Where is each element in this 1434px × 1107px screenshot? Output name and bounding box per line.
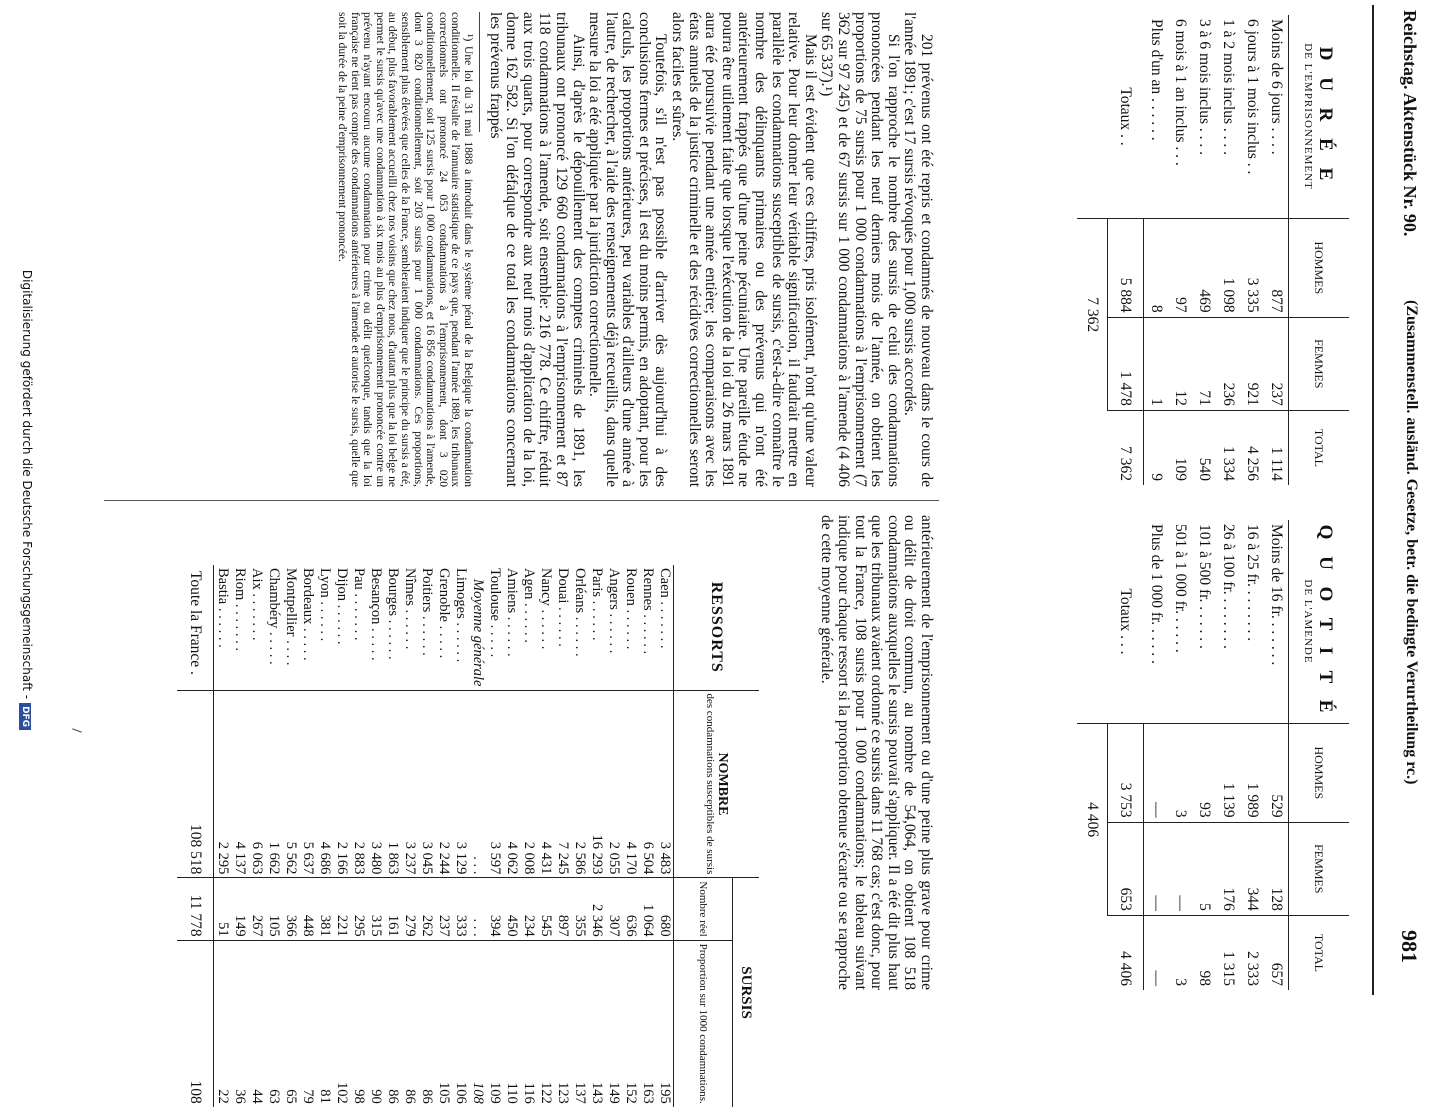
ressort-reel: 279	[401, 878, 418, 940]
ressort-proportion: 79	[299, 940, 316, 1107]
duree-col-femmes: FEMMES	[1289, 317, 1350, 410]
row-label: Plus d'un an . . . . . .	[1144, 15, 1169, 219]
ressorts-col-nombre-sub: des condamnations susceptibles de sursis	[704, 693, 717, 875]
hommes-cell: 1 989	[1244, 782, 1261, 818]
hommes-cell: 93	[1196, 802, 1213, 818]
ressort-nombre: 4 062	[503, 690, 520, 878]
row-label: 1 à 2 mois inclus . . . .	[1216, 15, 1240, 219]
total-cell: 2 333	[1240, 915, 1264, 990]
ressort-row	[265, 565, 282, 1107]
ressort-proportion: 86	[418, 940, 435, 1107]
ressort-proportion: 195	[656, 940, 674, 1107]
stray-mark	[72, 728, 82, 732]
row-label: 26 à 100 fr. . . . . . . .	[1216, 520, 1240, 724]
document-page	[104, 0, 1434, 1104]
ressort-nombre: 1 662	[265, 690, 282, 878]
ressort-name: Pau . . . . . . .	[351, 568, 367, 641]
ressort-reel: 307	[605, 878, 622, 940]
ressort-reel: 315	[367, 878, 384, 940]
ressort-reel: 366	[282, 878, 299, 940]
duree-totaux-hommes: 5 884	[1108, 219, 1144, 318]
ressort-nombre: 2 008	[520, 690, 537, 878]
ressort-name: Rouen . . . . . .	[623, 568, 639, 650]
header-rule	[1372, 5, 1374, 995]
ressorts-table: RESSORTS NOMBRE des condamnations susceptibles de sursis SURSIS Nombre réel Proportion sur 1000 condamnations. Caen . . . . . . . 3 483 680 195 Rennes . . . . . . 6 504 1 064 163 Rouen . . . . . . 4 170 636 152 Angers . . . . . . 2 055 307 149 Paris . . . . . . 16 293 2 346 143 Orléans . . . . . . 2 586 355 137 Douai . . . . . . 7 245 897 123 Nancy . . . . . . 4 431 545 122 Agen . . . . . . 2 008 234 116 Amiens . . . . . . 4 062 450 110 Toulouse . . . . . 3 597 394 109 Moyenne générale . . . . . . 108 Limoges . . . . . . 3 129 333 106 Grenoble . . . . . 2 244 237 105 Poitiers . . . . . . 3 045 262 86 Nîmes . . . . . . 3 237 279 86 Bourges . . . . . . 1 863 161 86 Besançon . . . . . 3 480 315 90 Pau . . . . . . . 2 883 295 98 Dijon . . . . . . 2 166 221 102 Lyon . . . . . . 4 686 381 81 Bordeaux . . . . . 5 637 448 79 Montpellier . . . . 5 562 366 65 Chambéry . . . . . 1 662 105 63 Aix . . . . . . . 6 063 267 44 Riom . . . . . . . 4 137 149 36 Bastia . . . . . . 2 295 51 22 Toute la France . 108 518 11 778 108	[177, 565, 759, 1107]
ressort-proportion: 44	[248, 940, 265, 1107]
ressort-reel: 161	[384, 878, 401, 940]
duree-subtitle: DE L'EMPRISONNEMENT	[1302, 43, 1314, 190]
ressort-row	[299, 565, 316, 1107]
ressort-row	[503, 565, 520, 1107]
quotite-title: Q U O T I T É	[1315, 524, 1336, 719]
ressort-name: Bastia . . . . . .	[215, 568, 231, 648]
quotite-col-femmes: FEMMES	[1289, 822, 1350, 915]
total-cell: 9	[1144, 410, 1169, 485]
total-cell: 1 334	[1216, 410, 1240, 485]
quotite-totaux-total: 4 406	[1108, 915, 1144, 990]
ressort-row	[384, 565, 401, 1107]
ressort-proportion: 86	[384, 940, 401, 1107]
ressort-reel: 2 346	[588, 878, 605, 940]
ressort-reel: 545	[537, 878, 554, 940]
quotite-totaux-femmes: 653	[1108, 822, 1144, 915]
ressort-reel: 51	[214, 878, 232, 940]
footnote: ¹) Une loi du 31 mai 1888 a introduit dans le système pénal de la Belgique la condamnation conditionnelle. Il résulte de l'annuaire statistique de ce pays que, pendant l'année 1889, les tribunaux correctionnels ont prononcé 24 053 condamnations à l'emprisonnement, dont 3 020 conditionnellement, soit 125 sursis pour 1 000 condamnations, et 16 856 condamnations à l'amende, dont 3 820 conditionnellement, soit 203 sursis pour 1 000 condamnations. Ces proportions, sensiblement plus élevées que celles de la France, sembleraient indiquer que le principe du sursis a été, au début, plus favorablement accueilli chez nos voisins que chez nous, d'autant plus que la loi belge ne permet le sursis qu'avec une condamnation à six mois au plus d'emprisonnement prononcée contre un prévenu n'ayant encouru aucune condamnation pour crime ou délit quelconque, tandis que la loi française ne tient pas compte des condamnations antérieures à l'amende et autorise le sursis, quelle que soit la durée de la peine d'emprisonnement prononcée.	[336, 12, 474, 487]
ressort-reel: 295	[350, 878, 367, 940]
ressort-reel: 237	[435, 878, 452, 940]
ressort-nombre: 4 431	[537, 690, 554, 878]
ressort-name: Bordeaux . . . . .	[300, 568, 316, 661]
ressort-proportion: 163	[639, 940, 656, 1107]
total-cell: 1 315	[1216, 915, 1240, 990]
credit-text: Digitalisierung gefördert durch die Deutsche Forschungsgemeinschaft -	[20, 269, 34, 700]
row-label: 501 à 1 000 fr. . . . . .	[1168, 520, 1192, 724]
quotite-totaux-hommes: 3 753	[1108, 724, 1144, 823]
total-cell: —	[1144, 915, 1169, 990]
hommes-cell: 3	[1172, 809, 1189, 818]
row-label: 6 jours à 1 mois inclus . .	[1240, 15, 1264, 219]
ressort-nombre: 2 586	[571, 690, 588, 878]
ressort-nombre: 5 562	[282, 690, 299, 878]
femmes-cell: 1	[1144, 317, 1169, 410]
quotite-subtitle: DE L'AMENDE	[1302, 579, 1314, 664]
left-column	[335, 12, 934, 487]
ressort-nombre: 3 129	[452, 690, 469, 878]
ressort-nombre: 3 237	[401, 690, 418, 878]
ressort-name: Toulouse . . . . .	[487, 568, 503, 658]
duree-totaux-label: Totaux . .	[1108, 15, 1144, 219]
ressort-name: Nîmes . . . . . .	[402, 568, 418, 650]
femmes-cell: 921	[1240, 317, 1264, 410]
ressort-row	[418, 565, 435, 1107]
quotite-grand-total: 4 406	[1077, 724, 1108, 916]
quotite-col-total: TOTAL	[1289, 915, 1350, 990]
ressort-reel: 448	[299, 878, 316, 940]
ressort-name: Paris . . . . . .	[589, 568, 605, 641]
row-label: Moins de 16 fr. . . . . . .	[1264, 520, 1289, 724]
ressort-nombre: 6 504	[639, 690, 656, 878]
ressort-name: Limoges . . . . . .	[453, 568, 469, 663]
total-cell: 4 256	[1240, 410, 1264, 485]
ressort-name: Lyon . . . . . .	[317, 568, 333, 642]
ressort-name: Besançon . . . . .	[368, 568, 384, 661]
ressort-name: Angers . . . . . .	[606, 568, 622, 654]
header-left: Reichstag. Aktenstück Nr. 90.	[1400, 10, 1420, 237]
ressort-reel: 897	[554, 878, 571, 940]
ressort-nombre: 5 637	[299, 690, 316, 878]
table-row	[1216, 15, 1240, 485]
ressort-reel: 636	[622, 878, 639, 940]
ressort-proportion: 152	[622, 940, 639, 1107]
ressort-proportion: 90	[367, 940, 384, 1107]
femmes-cell: 236	[1216, 317, 1240, 410]
total-cell: 657	[1264, 915, 1289, 990]
table-row	[1264, 15, 1289, 485]
ressort-name: Dijon . . . . . .	[334, 568, 350, 645]
quotite-col-hommes: HOMMES	[1289, 724, 1350, 823]
ressort-name: Nancy . . . . . .	[538, 568, 554, 650]
ressort-name: Riom . . . . . . .	[232, 568, 248, 651]
ressort-reel: 450	[503, 878, 520, 940]
ressort-row	[282, 565, 299, 1107]
table-row	[1216, 520, 1240, 990]
left-paragraph-5: Ainsi, d'après le dépouillement des comptes criminels de 1891, les tribunaux ont prononcé 129 660 condamnations à l'emprisonnement et 87 118 condamnations à l'amende, soit ensemble: 216 778. Ce chiffre, réduit aux trois quarts, pour correspondre aux neuf mois d'application de la loi, donne 162 582. Si l'on défalque de ce total les condamnations concernant les prévenus frappés	[486, 12, 587, 487]
left-paragraph-4: Toutefois, s'il n'est pas possible d'arriver dès aujourd'hui à des conclusions fermes et précises, il est du moins permis, en adoptant, pour les calculs, les proportions antérieures, peu variables d'ailleurs d'une année à l'autre, de rechercher, à l'aide des renseignements déjà recueillis, dans quelle mesure la loi a été appliquée par la juridiction correctionnelle.	[586, 12, 670, 487]
total-label: Toute la France .	[177, 565, 214, 690]
ressort-nombre: 16 293	[588, 690, 605, 878]
left-paragraph-3: Mais il est évident que ces chiffres, pris isolément, n'ont qu'une valeur relative. Pour leur donner leur véritable signification, il faudrait mettre en parallèle les condamnations susceptibles de sursis, c'est-à-dire connaître le nombre des délinquants primaires ou des prévenus qui n'ont été antérieurement frappés que d'une peine pécuniaire. Une pareille étude ne pourra être utilement faite que lorsque l'exécution de la loi du 26 mars 1891 aura été poursuivie pendant une année entière; les comparaisons avec les états annuels de la justice criminelle et des récidives correctionnelles seront alors faciles et sûres.	[669, 12, 819, 487]
total-prop: 108	[177, 940, 214, 1107]
ressort-row	[435, 565, 452, 1107]
ressort-nombre: 3 045	[418, 690, 435, 878]
ressort-nombre: 6 063	[248, 690, 265, 878]
total-cell: 98	[1192, 915, 1216, 990]
ressort-row	[248, 565, 265, 1107]
digitization-credit	[19, 20, 34, 980]
ressorts-col-sursis: SURSIS	[733, 878, 760, 1107]
footnote-rule	[479, 12, 480, 132]
ressort-row	[401, 565, 418, 1107]
ressort-row	[231, 565, 248, 1107]
ressorts-col-nombre-title: NOMBRE	[715, 752, 731, 816]
ressort-name: Bourges . . . . . .	[385, 568, 401, 660]
ressort-nombre: 2 244	[435, 690, 452, 878]
ressort-proportion: 106	[452, 940, 469, 1107]
total-cell: 1 114	[1264, 410, 1289, 485]
ressort-reel: 149	[231, 878, 248, 940]
ressort-nombre: 1 863	[384, 690, 401, 878]
ressort-name: Poitiers . . . . . .	[419, 568, 435, 656]
ressort-proportion: 149	[605, 940, 622, 1107]
ressort-name: Agen . . . . . .	[521, 568, 537, 643]
ressort-proportion: 98	[350, 940, 367, 1107]
left-paragraph-2: Si l'on rapproche le nombre des sursis de celui des condamnations prononcées pendant les neuf derniers mois de l'année, on obtient les proportions de 75 sursis pour 1 000 condamnations à l'emprisonnement (7 362 sur 97 245) et de 67 sursis sur 1 000 condamnations à l'amende (4 406 sur 65 337).¹)	[818, 12, 902, 487]
ressort-reel: 262	[418, 878, 435, 940]
ressort-row	[333, 565, 350, 1107]
ressort-reel: 333	[452, 878, 469, 940]
row-label: 6 mois à 1 an inclus . . .	[1168, 15, 1192, 219]
ressort-row	[367, 565, 384, 1107]
ressort-nombre: 2 883	[350, 690, 367, 878]
hommes-cell: —	[1148, 802, 1165, 818]
row-label: Moins de 6 jours . . . .	[1264, 15, 1289, 219]
ressort-row	[486, 565, 503, 1107]
ressort-row	[214, 565, 232, 1107]
ressort-row	[622, 565, 639, 1107]
ressorts-col-proportion: Proportion sur 1000 condamnations.	[674, 940, 733, 1107]
right-column	[818, 515, 934, 990]
hommes-cell: 1 139	[1220, 782, 1237, 818]
ressort-row	[316, 565, 333, 1107]
ressort-nombre: 4 170	[622, 690, 639, 878]
ressort-name: Rennes . . . . . .	[640, 568, 656, 655]
ressort-reel: 355	[571, 878, 588, 940]
ressort-nombre: 7 245	[554, 690, 571, 878]
ressort-reel: 381	[316, 878, 333, 940]
ressort-proportion: 102	[333, 940, 350, 1107]
ressort-nombre: 3 483	[656, 690, 674, 878]
table-row	[1192, 15, 1216, 485]
right-paragraph-1: antérieurement de l'emprisonnement ou d'une peine plus grave pour crime ou délit de droit commun, au nombre de 54,064, on obtient 108 518 condamnations auxquelles le sursis pouvait s'appliquer. Il a été dit plus haut que les tribunaux avaient ordonné ce sursis dans 11 768 cas; c'est donc, pour tout la France, 108 sursis pour 1 000 condamnations; le tableau suivant indique pour chaque ressort si la proportion obtenue s'écarte ou se rapproche de cette moyenne générale.	[818, 515, 935, 990]
total-reel: 11 778	[177, 878, 214, 940]
ressort-row	[588, 565, 605, 1107]
table-row	[1240, 520, 1264, 990]
femmes-cell: 5	[1192, 822, 1216, 915]
ressort-proportion: 116	[520, 940, 537, 1107]
hommes-cell: 97	[1172, 297, 1189, 313]
ressort-row	[571, 565, 588, 1107]
ressort-name: Grenoble . . . . .	[436, 568, 452, 659]
duree-col-hommes: HOMMES	[1289, 219, 1350, 318]
ressorts-col-reel: Nombre réel	[674, 878, 733, 940]
moyenne-label: Moyenne générale	[470, 579, 486, 687]
row-label: 3 à 6 mois inclus . . . .	[1192, 15, 1216, 219]
table-row	[1192, 520, 1216, 990]
ressort-name: Amiens . . . . . .	[504, 568, 520, 657]
ressort-reel: 267	[248, 878, 265, 940]
ressort-nombre: 4 137	[231, 690, 248, 878]
ressort-proportion: 110	[503, 940, 520, 1107]
femmes-cell: 344	[1240, 822, 1264, 915]
ressort-nombre: 3 597	[486, 690, 503, 878]
ressort-proportion: 22	[214, 940, 232, 1107]
hommes-cell: 469	[1196, 289, 1213, 313]
column-divider	[104, 500, 939, 501]
row-label: Plus de 1 000 fr. . . . . .	[1144, 520, 1169, 724]
ressort-name: Chambéry . . . . .	[266, 568, 282, 665]
ressort-row	[656, 565, 674, 1107]
ressort-reel: 1 064	[639, 878, 656, 940]
femmes-cell: —	[1144, 822, 1169, 915]
left-paragraph-1: 201 prévenus ont été repris et condamnés de nouveau dans le cours de l'année 1891; c'est 17 sursis révoqués pour 1,000 sursis accordés.	[901, 12, 935, 487]
table-row	[1144, 520, 1169, 990]
row-label: 16 à 25 fr. . . . . . . .	[1240, 520, 1264, 724]
ressorts-col-ressorts: RESSORTS	[674, 565, 760, 690]
moyenne-value: 108	[469, 940, 486, 1107]
hommes-cell: 8	[1148, 304, 1165, 313]
femmes-cell: 71	[1192, 317, 1216, 410]
page-number: 981	[1397, 930, 1422, 963]
femmes-cell: 176	[1216, 822, 1240, 915]
ressort-proportion: 109	[486, 940, 503, 1107]
ressort-nombre: 2 295	[214, 690, 232, 878]
duree-totaux-femmes: 1 478	[1108, 317, 1144, 410]
femmes-cell: 12	[1168, 317, 1192, 410]
ressort-name: Orléans . . . . . .	[572, 568, 588, 657]
total-cell: 109	[1168, 410, 1192, 485]
femmes-cell: —	[1168, 822, 1192, 915]
ressort-name: Montpellier . . . .	[283, 568, 299, 666]
ressort-name: Aix . . . . . . .	[249, 568, 265, 641]
hommes-cell: 3 335	[1244, 277, 1261, 313]
ressort-row	[520, 565, 537, 1107]
header-center: (Zusammenstell. ausländ. Gesetze, betr. die bedingte Verurtheilung rc.)	[1403, 300, 1420, 785]
ressort-nombre: 2 166	[333, 690, 350, 878]
ressort-proportion: 63	[265, 940, 282, 1107]
ressort-row	[537, 565, 554, 1107]
table-row	[1240, 15, 1264, 485]
hommes-cell: 1 098	[1220, 277, 1237, 313]
ressort-row	[554, 565, 571, 1107]
ressort-reel: 680	[656, 878, 674, 940]
ressort-proportion: 137	[571, 940, 588, 1107]
table-row	[1168, 520, 1192, 990]
ressort-proportion: 105	[435, 940, 452, 1107]
ressort-proportion: 123	[554, 940, 571, 1107]
ressort-reel: 234	[520, 878, 537, 940]
running-header	[1396, 0, 1426, 1000]
ressort-proportion: 143	[588, 940, 605, 1107]
hommes-cell: 877	[1268, 289, 1285, 313]
ressort-name: Douai . . . . . .	[555, 568, 571, 647]
total-cell: 3	[1168, 915, 1192, 990]
ressort-nombre: 2 055	[605, 690, 622, 878]
dfg-logo: DFG	[19, 703, 31, 730]
table-row	[1264, 520, 1289, 990]
ressort-reel: 394	[486, 878, 503, 940]
ressort-nombre: 3 480	[367, 690, 384, 878]
ressort-proportion: 86	[401, 940, 418, 1107]
duree-title: D U R É E	[1315, 46, 1336, 187]
quotite-totaux-label: Totaux . . .	[1108, 520, 1144, 724]
ressort-proportion: 65	[282, 940, 299, 1107]
ressort-reel: 105	[265, 878, 282, 940]
ressort-proportion: 81	[316, 940, 333, 1107]
table-row	[1168, 15, 1192, 485]
ressort-reel: 221	[333, 878, 350, 940]
duree-col-total: TOTAL	[1289, 410, 1350, 485]
table-row	[1144, 15, 1169, 485]
duree-grand-total: 7 362	[1077, 219, 1108, 411]
total-cell: 540	[1192, 410, 1216, 485]
hommes-cell: 529	[1268, 794, 1285, 818]
ressort-row	[605, 565, 622, 1107]
femmes-cell: 128	[1264, 822, 1289, 915]
ressorts-col-nombre	[674, 690, 760, 878]
ressort-row	[350, 565, 367, 1107]
ressort-name: Caen . . . . . . .	[657, 568, 673, 649]
quotite-table	[1077, 520, 1349, 990]
row-label: 101 à 500 fr. . . . . . .	[1192, 520, 1216, 724]
duree-totaux-total: 7 362	[1108, 410, 1144, 485]
ressort-nombre: 4 686	[316, 690, 333, 878]
ressort-proportion: 122	[537, 940, 554, 1107]
ressort-proportion: 36	[231, 940, 248, 1107]
ressort-row	[452, 565, 469, 1107]
total-nombre: 108 518	[177, 690, 214, 878]
femmes-cell: 237	[1264, 317, 1289, 410]
duree-table	[1077, 15, 1349, 485]
ressort-row	[639, 565, 656, 1107]
